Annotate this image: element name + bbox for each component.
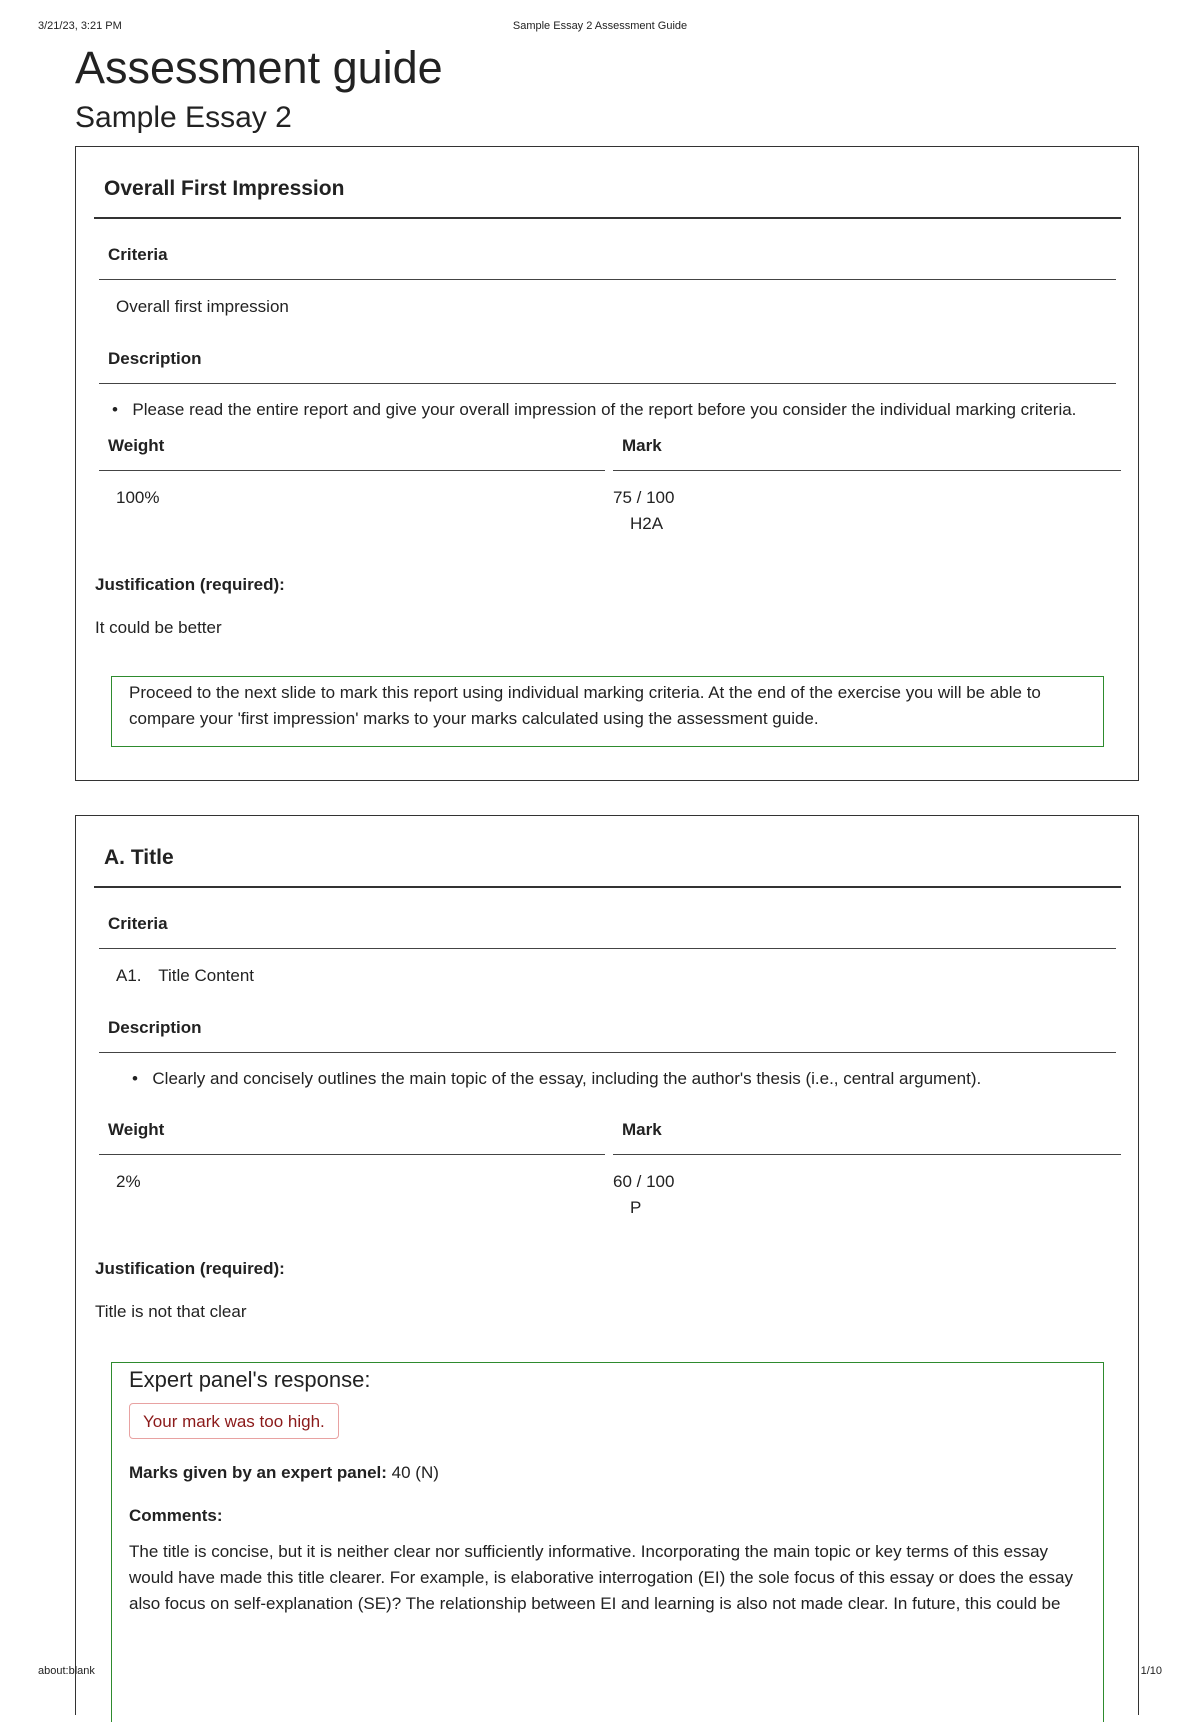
criteria-divider [99,279,1116,280]
bullet-icon: • [132,1069,138,1088]
weight-value: 2% [116,1172,141,1191]
mark-divider [613,1154,1121,1155]
description-divider [99,383,1116,384]
print-document-title: Sample Essay 2 Assessment Guide [512,20,688,32]
description-label: Description [108,349,202,368]
first-impression-card [75,146,1139,781]
comments-label: Comments: [129,1506,223,1525]
description-text: Please read the entire report and give your overall impression of the report before you consider the individual marking criteria. [132,400,1077,419]
expert-marks [129,1463,439,1483]
criteria-value: Overall first impression [116,297,289,316]
title-criterion-card [75,815,1139,1715]
weight-value: 100% [116,488,160,507]
criteria-divider [99,948,1116,949]
print-datetime: 3/21/23, 3:21 PM [38,20,122,32]
expert-panel-heading: Expert panel's response: [129,1367,371,1392]
description-label: Description [108,1018,202,1037]
mark-divider [613,470,1121,471]
mark-grade: H2A [630,514,664,533]
page-subtitle: Sample Essay 2 [75,101,292,134]
bullet-icon: • [112,400,118,419]
criteria-number: A1. [116,966,142,985]
expert-marks-label: Marks given by an expert panel: [129,1463,387,1482]
description-list-item [132,1069,981,1089]
weight-divider [99,1154,605,1155]
justification-text: Title is not that clear [95,1302,247,1321]
heading-divider [94,886,1121,888]
notice-text: Proceed to the next slide to mark this report using individual marking criteria. At the end of the exercise you will be able to compare your 'first impression' marks to your marks calculated using the assessment guide. [129,683,1041,728]
section-heading: A. Title [104,846,174,869]
page-title: Assessment guide [75,42,443,93]
mark-label: Mark [622,1120,662,1139]
comments-text: The title is concise, but it is neither clear nor sufficiently informative. Incorporating the main topic or key terms of this essay would have made this title clearer. For example, is elaborative interrogation (EI) the sole focus of this essay or does the essay also focus on self-explanation (SE)? The relationship between EI and learning is also not made clear. In future, this could be [129,1542,1073,1613]
expert-panel-response [111,1362,1104,1722]
section-heading: Overall First Impression [104,177,345,200]
justification-label: Justification (required): [95,1259,285,1278]
page-number: 1/10 [1140,1665,1162,1677]
mark-feedback-alert: Your mark was too high. [129,1403,339,1439]
weight-label: Weight [108,1120,165,1139]
justification-label: Justification (required): [95,575,285,594]
description-text: Clearly and concisely outlines the main topic of the essay, including the author's thesis (i.e., central argument). [152,1069,982,1088]
weight-label: Weight [108,436,165,455]
mark-value: 75 / 100 [613,488,675,507]
description-divider [99,1052,1116,1053]
expert-marks-value: 40 (N) [391,1463,439,1482]
heading-divider [94,217,1121,219]
criteria-label: Criteria [108,245,168,264]
mark-label: Mark [622,436,662,455]
print-url: about:blank [38,1665,95,1677]
mark-value: 60 / 100 [613,1172,675,1191]
description-list-item [112,400,1076,420]
weight-divider [99,470,605,471]
criteria-value: Title Content [158,966,255,985]
print-header [38,20,1162,36]
next-slide-notice [111,676,1104,747]
justification-text: It could be better [95,618,222,637]
criteria-item [116,966,254,986]
mark-grade: P [630,1198,642,1217]
criteria-label: Criteria [108,914,168,933]
